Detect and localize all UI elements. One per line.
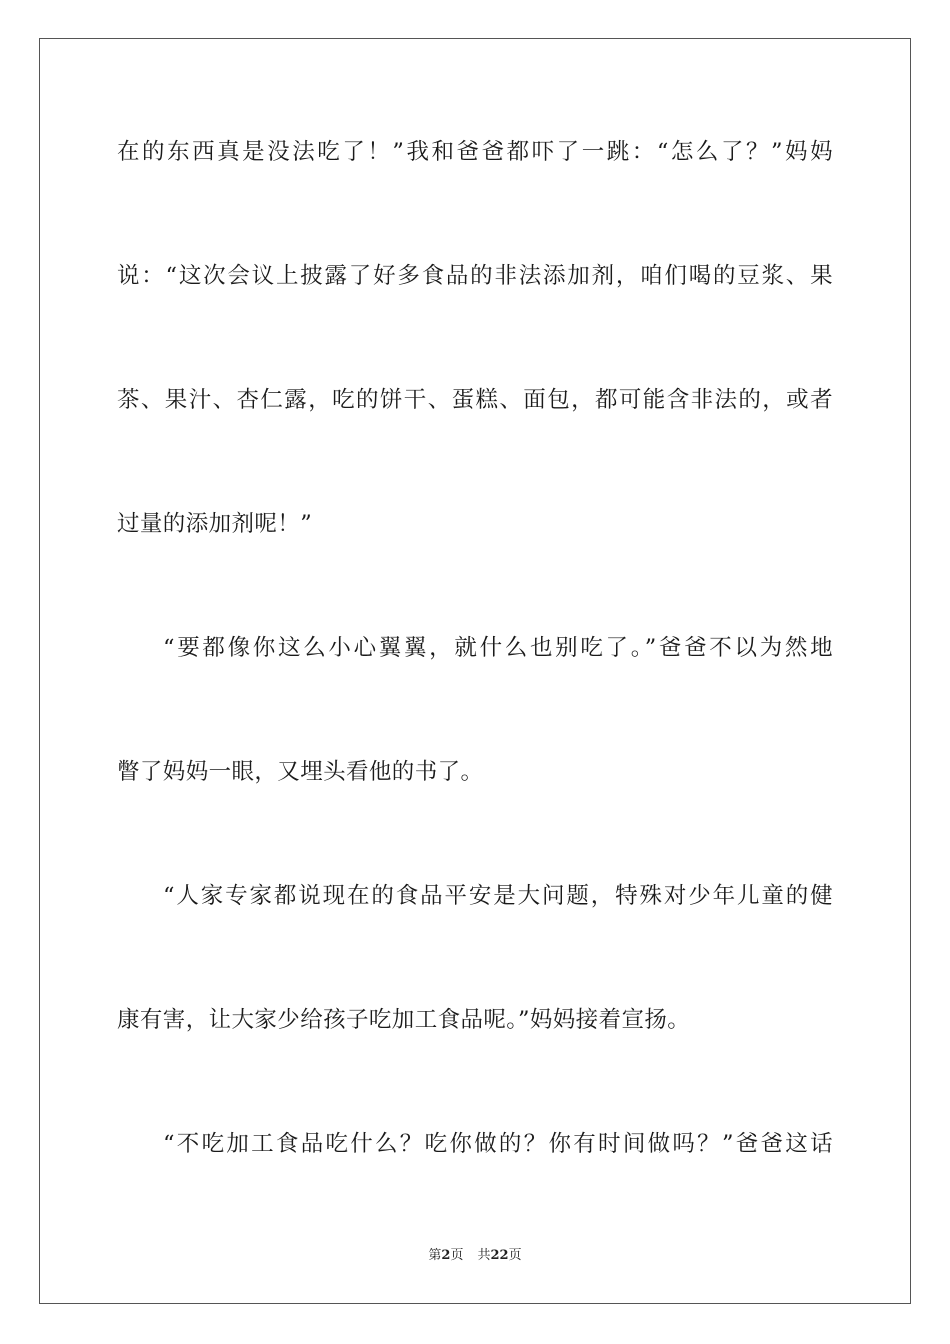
- text-line-4: 过量的添加剂呢！”: [117, 511, 313, 537]
- text-line-7: “人家专家都说现在的食品平安是大问题，特殊对少年儿童的健: [163, 883, 833, 909]
- text-line-1: 在的东西真是没法吃了！”我和爸爸都吓了一跳：“怎么了？”妈妈: [117, 139, 833, 165]
- text-line-6: 瞥了妈妈一眼，又埋头看他的书了。: [117, 759, 484, 785]
- text-line-8: 康有害，让大家少给孩子吃加工食品呢。”妈妈接着宣扬。: [117, 1007, 691, 1033]
- footer-page-suffix: 页: [450, 1248, 464, 1263]
- text-line-2: 说：“这次会议上披露了好多食品的非法添加剂，咱们喝的豆浆、果: [117, 263, 833, 289]
- text-line-5: “要都像你这么小心翼翼，就什么也别吃了。”爸爸不以为然地: [163, 635, 833, 661]
- footer-total-suffix: 页: [508, 1248, 522, 1263]
- text-line-3: 茶、果汁、杏仁露，吃的饼干、蛋糕、面包，都可能含非法的，或者: [117, 387, 833, 413]
- footer-page-prefix: 第: [428, 1248, 442, 1263]
- footer-total-prefix: 共: [477, 1248, 491, 1263]
- footer-page-number: 2: [441, 1248, 451, 1263]
- text-line-9: “不吃加工食品吃什么？吃你做的？你有时间做吗？”爸爸这话: [163, 1131, 833, 1157]
- page-border: [39, 38, 911, 1304]
- page-footer: [0, 1247, 950, 1265]
- footer-total-number: 22: [490, 1248, 509, 1263]
